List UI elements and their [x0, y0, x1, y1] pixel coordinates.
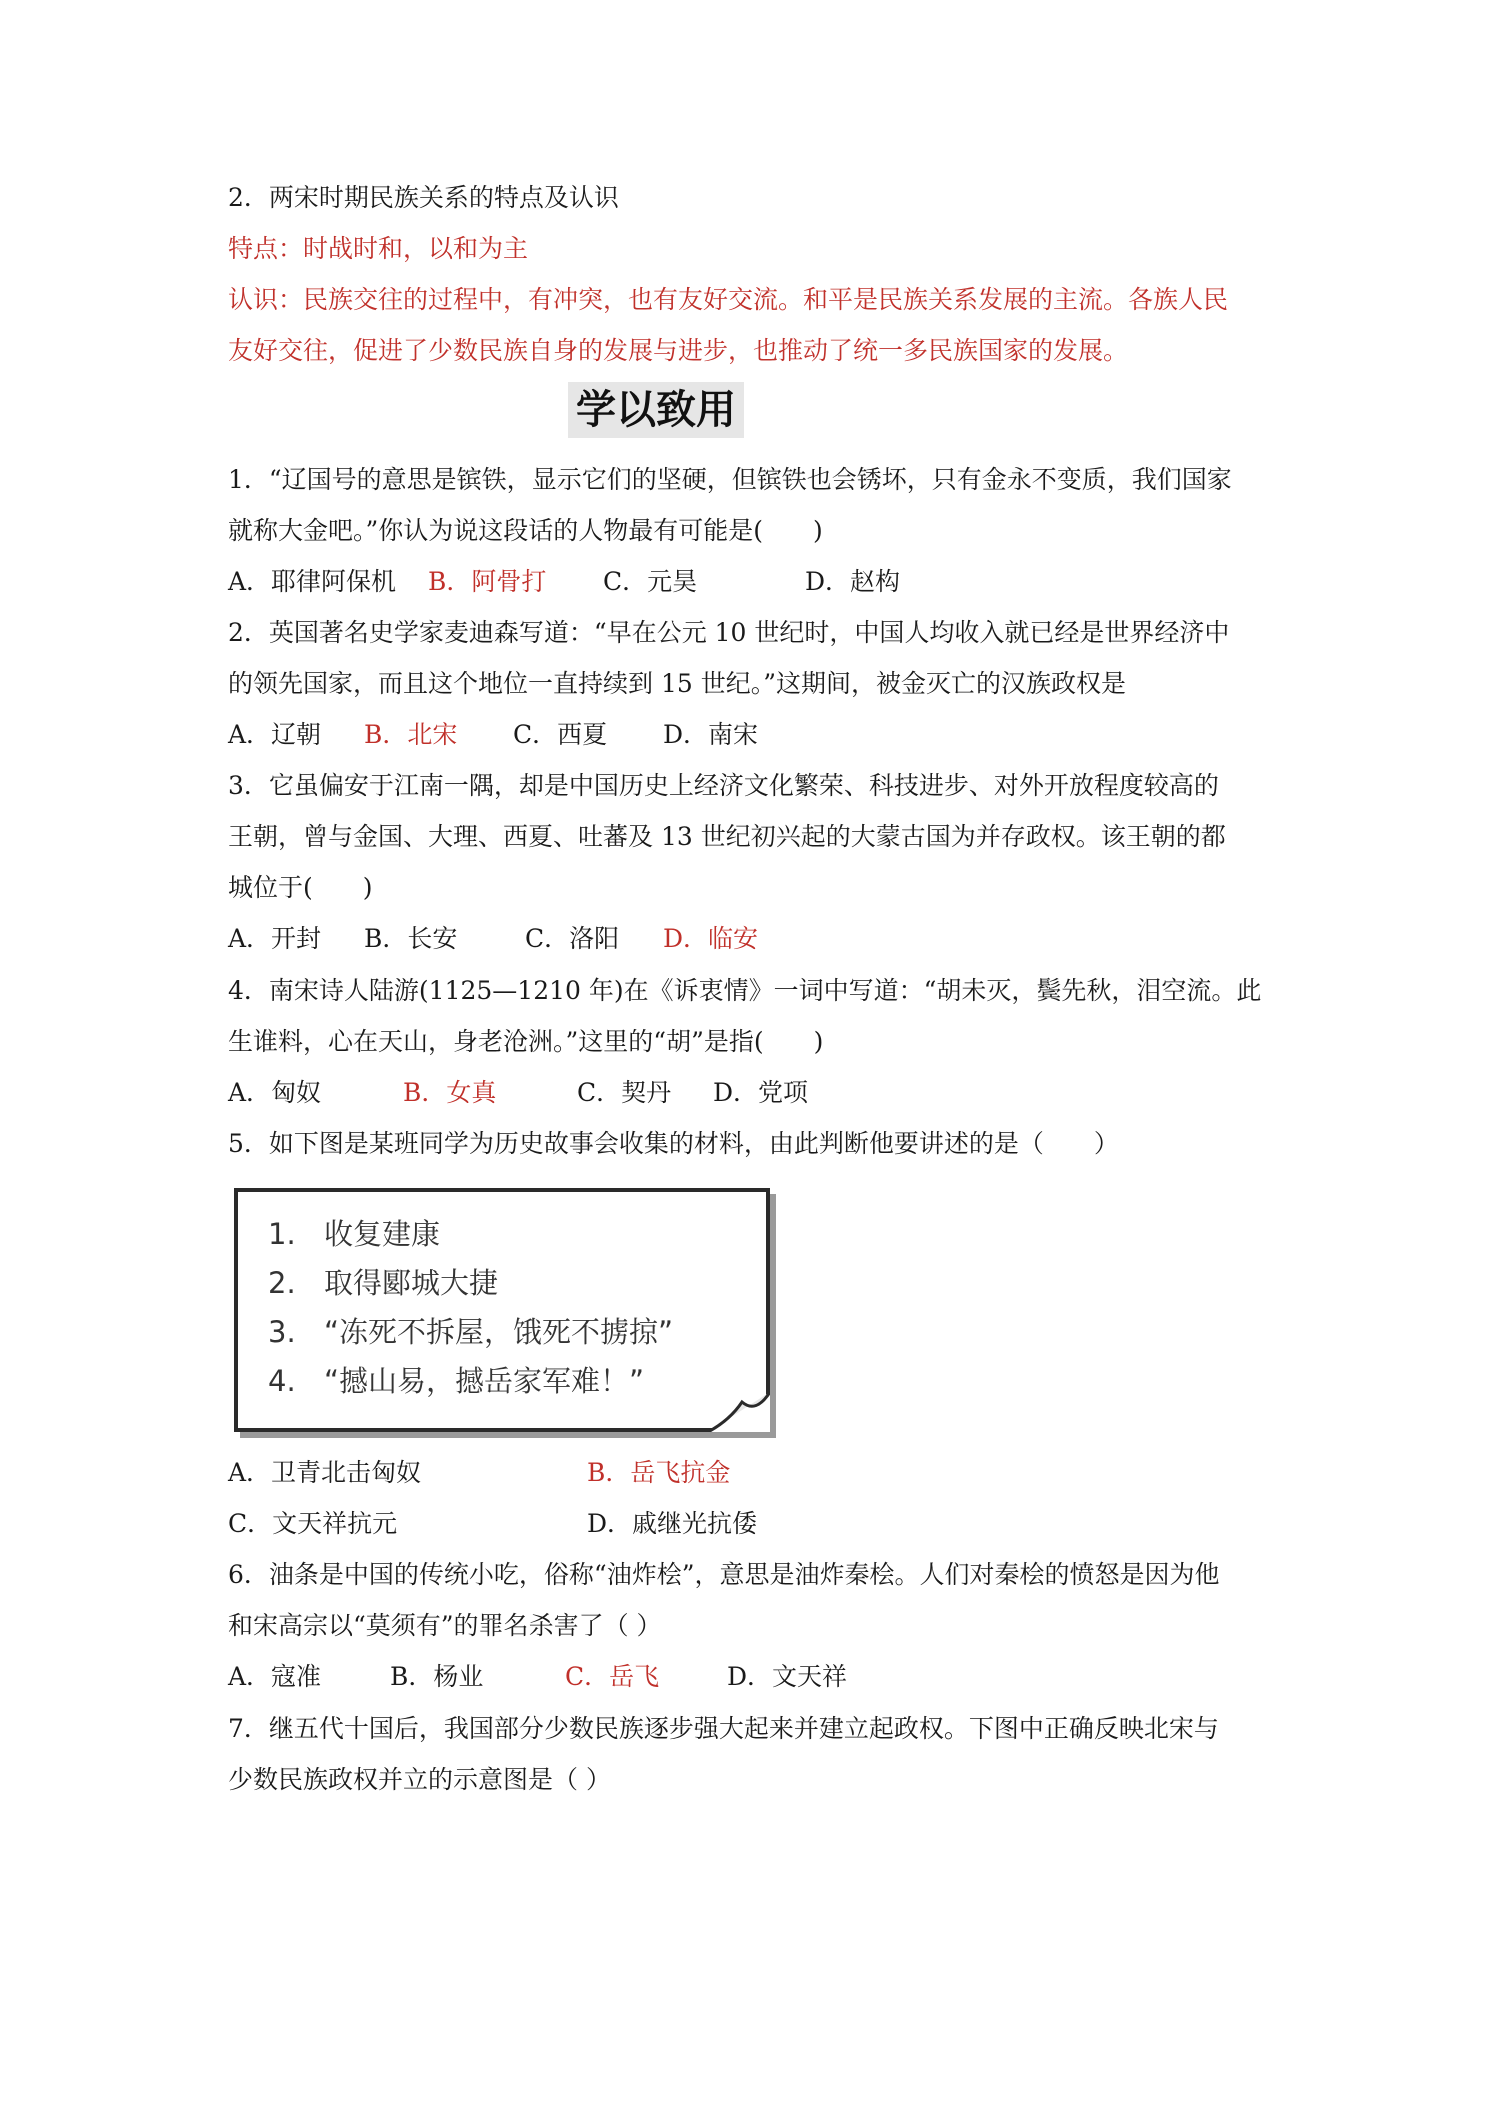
q5-option-b-answer: B．岳飞抗金 [587, 1458, 731, 1487]
card-item-text: 取得郾城大捷 [324, 1266, 499, 1300]
card-item [268, 1261, 498, 1302]
q4-stem-line-1: 4．南宋诗人陆游(1125—1210 年)在《诉衷情》一词中写道：“胡未灭，鬓先秋，泪空流。此 [228, 976, 1262, 1005]
q5-option-c: C．文天祥抗元 [228, 1509, 398, 1538]
review-question-title: 2．两宋时期民族关系的特点及认识 [228, 183, 619, 212]
q3-stem-line-1: 3．它虽偏安于江南一隅，却是中国历史上经济文化繁荣、科技进步、对外开放程度较高的 [228, 771, 1219, 800]
review-understanding-line-1: 认识：民族交往的过程中，有冲突，也有友好交流。和平是民族关系发展的主流。各族人民 [228, 285, 1229, 314]
section-title: 学以致用 [568, 382, 744, 438]
story-material-card [234, 1188, 770, 1432]
review-features: 特点：时战时和，以和为主 [228, 234, 529, 263]
q3-stem-line-2: 王朝，曾与金国、大理、西夏、吐蕃及 13 世纪初兴起的大蒙古国为并存政权。该王朝的都 [228, 822, 1226, 851]
q4-option-d: D．党项 [713, 1078, 809, 1107]
q3-option-c: C．洛阳 [525, 924, 620, 953]
q1-stem-line-1: 1．“辽国号的意思是镔铁，显示它们的坚硬，但镔铁也会锈坏，只有金永不变质，我们国家 [228, 465, 1232, 494]
q4-option-a: A．匈奴 [228, 1078, 322, 1107]
q7-stem-line-2: 少数民族政权并立的示意图是（ ） [228, 1765, 611, 1794]
q4-option-b-answer: B．女真 [403, 1078, 497, 1107]
card-item [268, 1359, 644, 1400]
q5-option-a: A．卫青北击匈奴 [228, 1458, 422, 1487]
q4-option-c: C．契丹 [577, 1078, 672, 1107]
page-curl-icon [700, 1392, 770, 1432]
card-item-text: “撼山易，撼岳家军难！” [324, 1364, 645, 1398]
card-item [268, 1310, 673, 1351]
q5-option-d: D．戚继光抗倭 [587, 1509, 758, 1538]
q3-option-d-answer: D．临安 [663, 924, 759, 953]
q1-option-b-answer: B．阿骨打 [428, 567, 547, 596]
card-item-number: 2. [268, 1266, 296, 1300]
q2-option-c: C．西夏 [513, 720, 608, 749]
q1-option-a: A．耶律阿保机 [228, 567, 397, 596]
q1-option-c: C．元昊 [603, 567, 698, 596]
q6-option-c-answer: C．岳飞 [565, 1662, 660, 1691]
card-item-text: 收复建康 [324, 1217, 441, 1251]
q6-option-a: A．寇准 [228, 1662, 322, 1691]
q2-option-b-answer: B．北宋 [364, 720, 458, 749]
q6-option-d: D．文天祥 [727, 1662, 848, 1691]
card-item-text: “冻死不拆屋，饿死不掳掠” [324, 1315, 674, 1349]
card-item [268, 1212, 440, 1253]
q4-stem-line-2: 生谁料，心在天山，身老沧洲。”这里的“胡”是指( ) [228, 1027, 824, 1056]
q1-option-d: D．赵构 [805, 567, 901, 596]
review-understanding-line-2: 友好交往，促进了少数民族自身的发展与进步，也推动了统一多民族国家的发展。 [228, 336, 1129, 365]
q3-stem-line-3: 城位于( ) [228, 873, 373, 902]
q2-stem-line-1: 2．英国著名史学家麦迪森写道：“早在公元 10 世纪时，中国人均收入就已经是世界经济中 [228, 618, 1230, 647]
q2-option-d: D．南宋 [663, 720, 759, 749]
q6-option-b: B．杨业 [390, 1662, 484, 1691]
card-item-number: 1. [268, 1217, 296, 1251]
card-item-number: 4. [268, 1364, 296, 1398]
q6-stem-line-1: 6．油条是中国的传统小吃，俗称“油炸桧”，意思是油炸秦桧。人们对秦桧的愤怒是因为他 [228, 1560, 1220, 1589]
q7-stem-line-1: 7．继五代十国后，我国部分少数民族逐步强大起来并建立起政权。下图中正确反映北宋与 [228, 1714, 1219, 1743]
q2-option-a: A．辽朝 [228, 720, 322, 749]
q3-option-a: A．开封 [228, 924, 322, 953]
q2-stem-line-2: 的领先国家，而且这个地位一直持续到 15 世纪。”这期间，被金灭亡的汉族政权是 [228, 669, 1126, 698]
q1-stem-line-2: 就称大金吧。”你认为说这段话的人物最有可能是( ) [228, 516, 823, 545]
q5-stem-line-1: 5．如下图是某班同学为历史故事会收集的材料，由此判断他要讲述的是（ ） [228, 1129, 1119, 1158]
card-item-number: 3. [268, 1315, 296, 1349]
q6-stem-line-2: 和宋高宗以“莫须有”的罪名杀害了（ ） [228, 1611, 662, 1640]
q3-option-b: B．长安 [364, 924, 458, 953]
